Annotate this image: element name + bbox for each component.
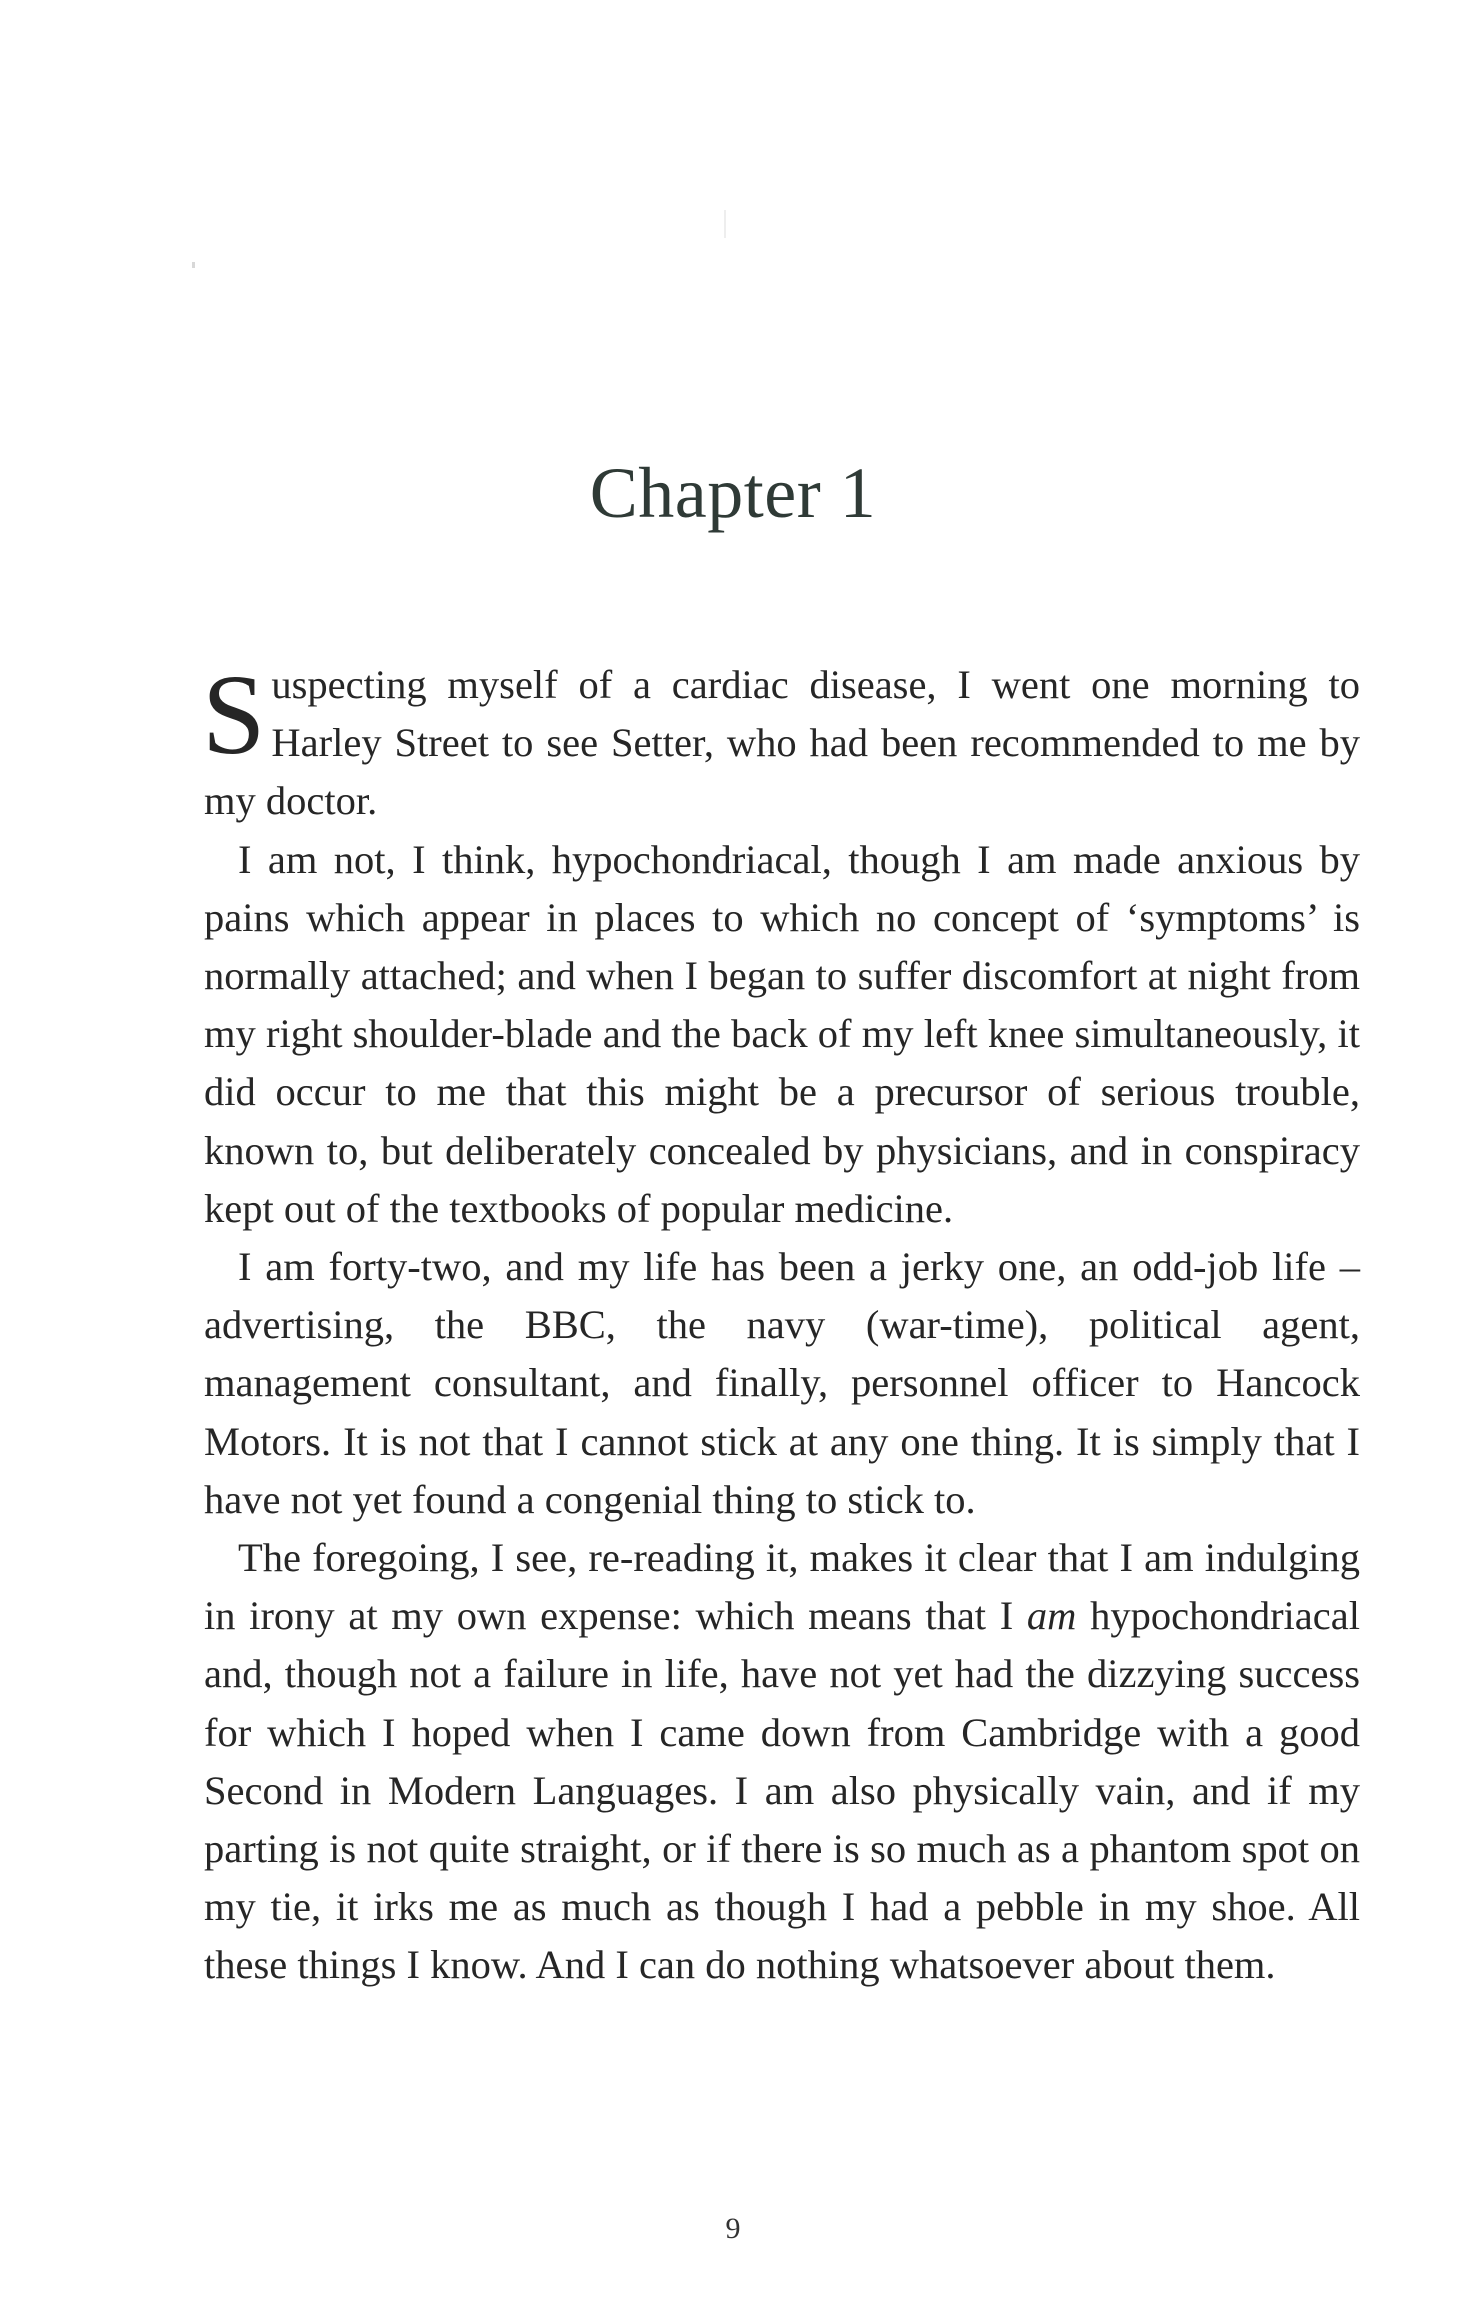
- chapter-title: Chapter 1: [589, 453, 877, 533]
- page-number: 9: [725, 2212, 741, 2245]
- paragraph-4: [204, 1529, 1360, 1995]
- emphasis-am: am: [1026, 1593, 1077, 1639]
- paragraph-1-text: uspecting myself of a cardiac disease, I went one morning to Harley Street to see Setter, who had been recommended to me by my doctor.: [204, 662, 1360, 824]
- paragraph-2: I am not, I think, hypochondriacal, though I am made anxious by pains which appear in places to which no concept of ‘symptoms’ is normally attached; and when I began to suffer discomfort at night from my right shoulder-blade and the back of my left knee simultaneously, it did occur to me that this might be a precursor of serious trouble, known to, but deliberately concealed by physicians, and in conspiracy kept out of the textbooks of popular medicine.: [204, 836, 1360, 1231]
- scan-speck: [192, 262, 195, 268]
- paragraph-4-text-end: hypochondriacal and, though not a failure in life, have not yet had the dizzying success for which I hoped when I came down from Cambridge with a good Second in Modern Languages. I am also physically vain, and if my parting is not quite straight, or if there is so much as a phantom spot on my tie, it irks me as much as though I had a pebble in my shoe. All these things I know. And I can do nothing whatsoever about them.: [204, 1593, 1360, 1988]
- paragraph-1: [202, 651, 1360, 831]
- scan-speck: [724, 210, 726, 238]
- drop-cap: S: [202, 651, 266, 778]
- chapter-body: [202, 651, 1360, 1995]
- paragraph-3: I am forty-two, and my life has been a jerky one, an odd-job life – advertising, the BBC, the navy (war-time), political agent, management consultant, and finally, personnel officer to Hancock Motors. It is not that I cannot stick at any one thing. It is simply that I have not yet found a congenial thing to stick to.: [204, 1244, 1360, 1522]
- paragraph-4-text-start: The foregoing, I see, re-reading it, makes it clear that I am indulging in irony at my own expense: which means that I: [204, 1535, 1360, 1639]
